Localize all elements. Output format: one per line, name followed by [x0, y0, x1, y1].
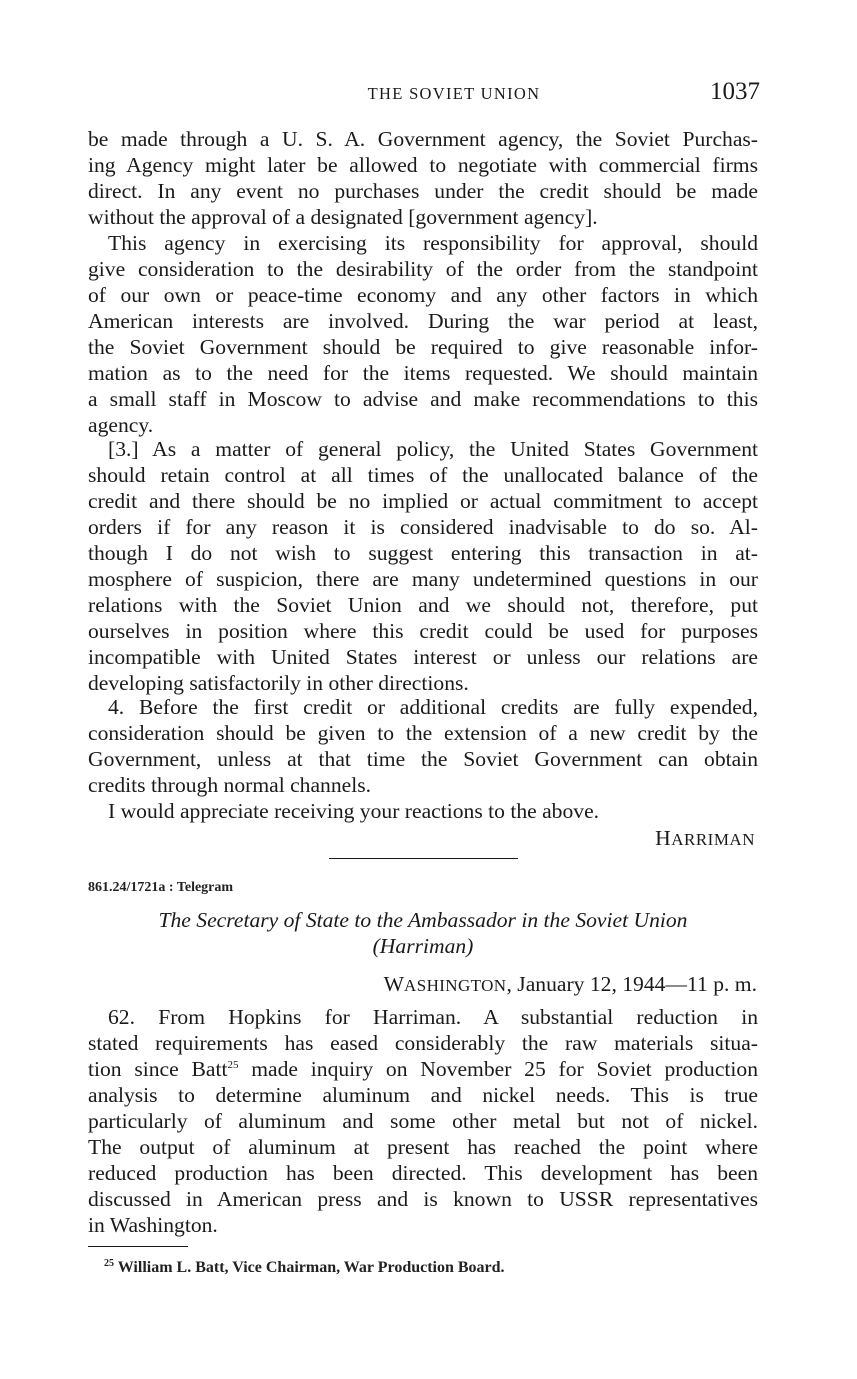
document-heading-line2: (Harriman): [372, 934, 474, 958]
text-line: American interests are involved. During the war period at least,: [88, 309, 758, 333]
text-line: discussed in American press and is known to USSR representatives: [88, 1187, 758, 1211]
text-line: though I do not wish to suggest entering this transaction in at-: [88, 541, 758, 565]
text-line: developing satisfactorily in other directions.: [88, 671, 469, 695]
text-line: of our own or peace-time economy and any other factors in which: [88, 283, 758, 307]
text-line: agency.: [88, 413, 154, 437]
text-line: ing Agency might later be allowed to negotiate with commercial firms: [88, 153, 758, 177]
text-line: direct. In any event no purchases under the credit should be made: [88, 179, 758, 203]
text-line: orders if for any reason it is considered inadvisable to do so. Al-: [88, 515, 758, 539]
file-reference: 861.24/1721a : Telegram: [88, 880, 234, 895]
closing-sentence: I would appreciate receiving your reactions to the above.: [108, 799, 600, 823]
text-line: particularly of aluminum and some other metal but not of nickel.: [88, 1109, 758, 1133]
text-line: [3.] As a matter of general policy, the United States Government: [108, 437, 758, 461]
text-line: mation as to the need for the items requested. We should maintain: [88, 361, 758, 385]
text-line: relations with the Soviet Union and we should not, therefore, put: [88, 593, 758, 617]
footnote-number: 25: [104, 1258, 114, 1269]
text-line: without the approval of a designated [government agency].: [88, 205, 598, 229]
text-line: mosphere of suspicion, there are many undetermined questions in our: [88, 567, 758, 591]
text-line: 4. Before the first credit or additional credits are fully expended,: [108, 695, 758, 719]
footnote-text: William L. Batt, Vice Chairman, War Production Board.: [117, 1259, 505, 1276]
text-line: credit and there should be no implied or actual commitment to accept: [88, 489, 758, 513]
running-head: [88, 80, 760, 110]
footnote-25: [104, 1258, 505, 1277]
text-line: reduced production has been directed. This development has been: [88, 1161, 758, 1185]
text-line: stated requirements has eased considerably the raw materials situa-: [88, 1031, 758, 1055]
text-line: 62. From Hopkins for Harriman. A substantial reduction in: [108, 1005, 758, 1029]
text-line: in Washington.: [88, 1213, 218, 1237]
text-line: should retain control at all times of the unallocated balance of the: [88, 463, 758, 487]
footnote-marker[interactable]: 25: [227, 1059, 239, 1071]
text-line: analysis to determine aluminum and nickel needs. This is true: [88, 1083, 758, 1107]
text-line: ourselves in position where this credit could be used for purposes: [88, 619, 758, 643]
text-line: the Soviet Government should be required to give reasonable infor-: [88, 335, 758, 359]
text-line: consideration should be given to the extension of a new credit by the: [88, 721, 758, 745]
running-title: THE SOVIET UNION: [367, 84, 541, 103]
signature-harriman: HARRIMAN: [655, 826, 755, 850]
text-line: a small staff in Moscow to advise and make recommendations to this: [88, 387, 758, 411]
page-number: 1037: [710, 78, 760, 105]
text-line: tion since Batt$^{25}$ made inquiry on November 25 for Soviet production: [88, 1057, 758, 1081]
text-line: credits through normal channels.: [88, 773, 372, 797]
text-line: incompatible with United States interest or unless our relations are: [88, 645, 758, 669]
document-heading-line1: The Secretary of State to the Ambassador in the Soviet Union: [158, 908, 688, 932]
text-line: Government, unless at that time the Soviet Government can obtain: [88, 747, 758, 771]
text-line: be made through a U. S. A. Government agency, the Soviet Purchas-: [88, 127, 758, 151]
dateline: WASHINGTON, January 12, 1944—11 p. m.: [383, 972, 757, 996]
text-line: This agency in exercising its responsibility for approval, should: [108, 231, 758, 255]
text-line: give consideration to the desirability of the order from the standpoint: [88, 257, 758, 281]
footnote-divider: [88, 1246, 188, 1247]
section-divider: [329, 858, 518, 859]
text-line: The output of aluminum at present has reached the point where: [88, 1135, 758, 1159]
